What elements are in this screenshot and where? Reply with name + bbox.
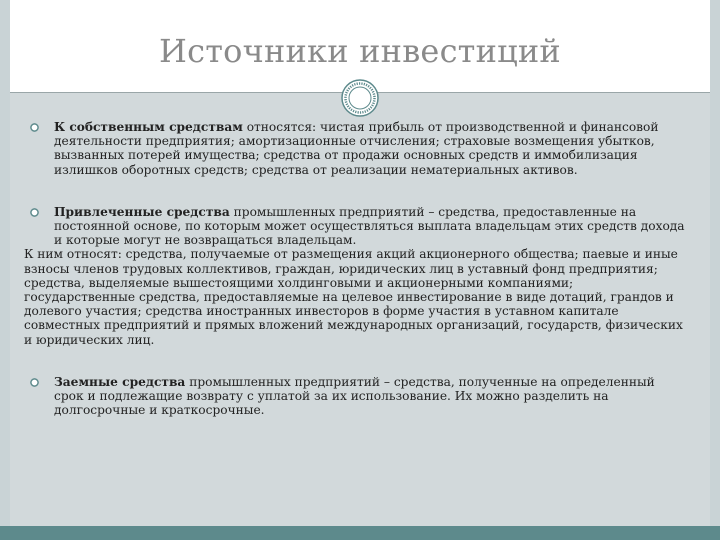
- list-item: [24, 205, 686, 248]
- slide-title: Источники инвестиций: [159, 32, 561, 70]
- list-item: [24, 120, 686, 177]
- bullet-icon: [30, 378, 39, 387]
- item-heading: К собственным средствам: [54, 120, 243, 134]
- item-text: промышленных предприятий – средства, предоставленные на постоянной основе, по которым может осуществляться выплата владельцам этих средств дохода и которые могут не возвращаться владельцам.: [54, 204, 685, 248]
- frame-left-border: [0, 0, 10, 540]
- item-heading: Привлеченные средства: [54, 204, 230, 219]
- list-item: [24, 375, 686, 418]
- circle-ornament-icon: [340, 78, 380, 118]
- bottom-accent-bar: [0, 526, 720, 540]
- item-heading: Заемные средства: [54, 374, 186, 389]
- item-text: относятся: чистая прибыль от производственной и финансовой деятельности предприятия; амортизационные отчисления; страховые возмещения убытков, вызванных потерей имущества; средства от продажи основных средств и иммобилизация излишков оборотных средств; средства от реализации нематериальных активов.: [54, 120, 659, 177]
- bullet-icon: [30, 208, 39, 217]
- bullet-icon: [30, 123, 39, 132]
- continuation-paragraph: К ним относят: средства, получаемые от размещения акций акционерного общества; паевые и иные взносы членов трудовых коллективов, граждан, юридических лиц в уставный фонд предприятия; средства, выделяемые вышестоящими холдинговыми и акционерными компаниями; государственные средства, предоставляемые на целевое инвестирование в виде дотаций, грандов и долевого участия; средства иностранных инвесторов в форме участия в уставном капитале совместных предприятий и прямых вложений международных организаций, государств, физических и юридических лиц.: [24, 247, 683, 347]
- item-text: промышленных предприятий – средства, полученные на определенный срок и подлежащие возврату с уплатой за их использование. Их можно разделить на долгосрочные и краткосрочные.: [54, 374, 655, 418]
- content-text: [24, 120, 686, 417]
- frame-right-border: [710, 0, 720, 540]
